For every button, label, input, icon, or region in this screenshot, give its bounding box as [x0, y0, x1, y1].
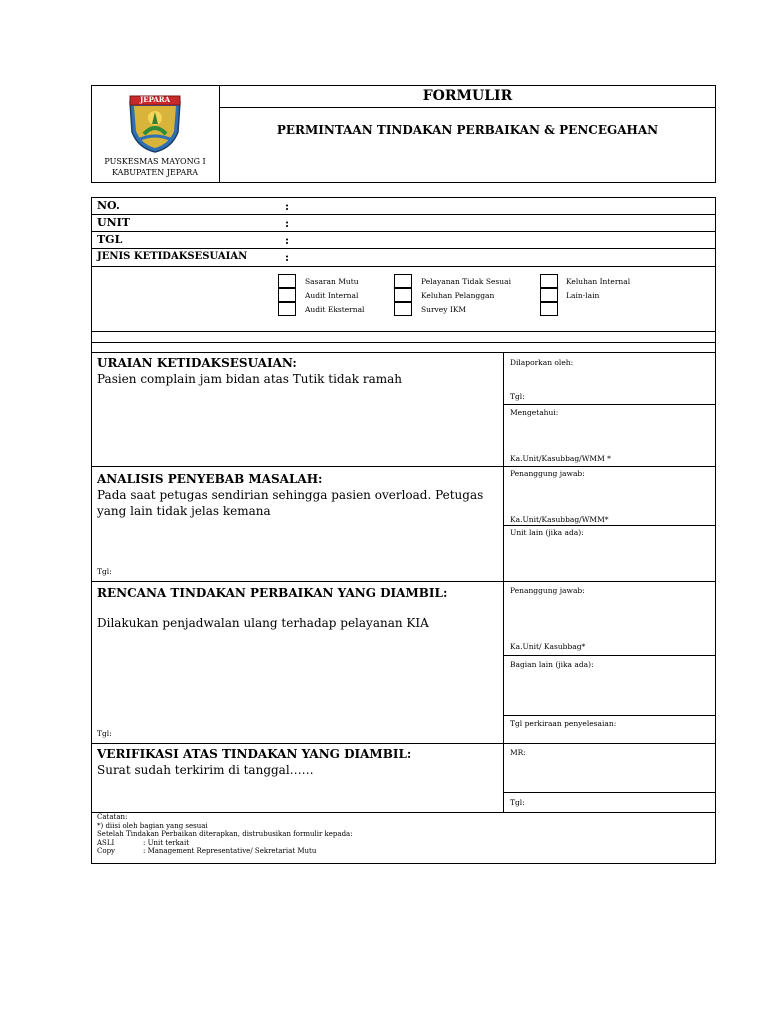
checkbox-label: Pelayanan Tidak Sesuai: [421, 277, 511, 286]
logo-banner-text: JEPARA: [139, 95, 171, 104]
dilaporkan-label: Dilaporkan oleh:: [510, 358, 574, 367]
uraian-tgl-right: Tgl:: [510, 392, 525, 401]
no-colon: :: [285, 200, 290, 213]
jenis-label: JENIS KETIDAKSESUAIAN: [97, 251, 248, 262]
verifikasi-text[interactable]: Surat sudah terkirim di tanggal……: [97, 763, 314, 777]
rencana-text[interactable]: Dilakukan penjadwalan ulang terhadap pelayanan KIA: [97, 616, 429, 630]
row-divider: [91, 331, 716, 332]
analisis-kaunit: Ka.Unit/Kasubbag/WMM*: [510, 515, 609, 524]
checkbox-survey-ikm[interactable]: [394, 302, 412, 316]
checkbox-label: Keluhan Internal: [566, 277, 631, 286]
checkbox-label: Lain-lain: [566, 291, 600, 300]
org-line-1: PUSKESMAS MAYONG I: [104, 157, 206, 166]
checkbox-sasaran-mutu[interactable]: [278, 274, 296, 288]
notes: [97, 813, 697, 856]
checkbox-label: Survey IKM: [421, 305, 467, 314]
rencana-penanggung: Penanggung jawab:: [510, 586, 585, 595]
header-title-divider: [219, 107, 716, 108]
form-title: FORMULIR: [422, 88, 513, 104]
tgl-field[interactable]: [295, 233, 710, 247]
mengetahui-label: Mengetahui:: [510, 408, 559, 417]
verifikasi-title: VERIFIKASI ATAS TINDAKAN YANG DIAMBIL:: [97, 747, 412, 761]
notes-line-2: *) diisi oleh bagian yang sesuai: [97, 821, 208, 830]
no-field[interactable]: [295, 199, 710, 213]
jenis-colon: :: [285, 251, 290, 264]
checkbox-label: Keluhan Pelanggan: [421, 291, 495, 300]
unit-colon: :: [285, 217, 290, 230]
uraian-title: URAIAN KETIDAKSESUAIAN:: [97, 356, 297, 370]
row-divider: [91, 248, 716, 249]
unit-label: UNIT: [97, 216, 130, 229]
copy-value: : Management Representative/ Sekretariat Mutu: [143, 847, 317, 855]
checkbox-label: Sasaran Mutu: [305, 277, 359, 286]
section-divider: [91, 352, 716, 353]
row-divider: [503, 655, 716, 656]
notes-line-1: Catatan:: [97, 813, 128, 821]
checkbox-keluhan-pelanggan[interactable]: [394, 288, 412, 302]
copy-label: Copy: [97, 847, 116, 855]
org-line-2: KABUPATEN JEPARA: [111, 168, 199, 177]
uraian-text[interactable]: Pasien complain jam bidan atas Tutik tidak ramah: [97, 372, 402, 386]
notes-asli: [97, 839, 697, 848]
rencana-kaunit: Ka.Unit/ Kasubbag*: [510, 642, 586, 651]
analisis-title: ANALISIS PENYEBAB MASALAH:: [97, 472, 323, 486]
section-divider: [91, 743, 716, 744]
notes-copy: [97, 847, 697, 856]
uraian-kaunit: Ka.Unit/Kasubbag/WMM *: [510, 454, 611, 463]
row-divider: [503, 404, 716, 405]
row-divider: [91, 231, 716, 232]
rencana-title: RENCANA TINDAKAN PERBAIKAN YANG DIAMBIL:: [97, 586, 448, 600]
no-label: NO.: [97, 199, 120, 212]
section-divider: [91, 581, 716, 582]
form-subtitle: PERMINTAAN TINDAKAN PERBAIKAN & PENCEGAHAN: [276, 123, 659, 137]
mr-label: MR:: [510, 748, 526, 757]
row-divider: [503, 715, 716, 716]
rencana-tgl: Tgl:: [97, 729, 112, 738]
row-divider: [91, 266, 716, 267]
notes-line-3: Setelah Tindakan Perbaikan diterapkan, distrubusikan formulir kepada:: [97, 830, 353, 838]
org-name: [95, 156, 215, 178]
checkbox-keluhan-internal[interactable]: [540, 274, 558, 288]
analisis-text[interactable]: Pada saat petugas sendirian sehingga pasien overload. Petugas yang lain tidak jelas kemana: [97, 488, 484, 518]
unit-lain-label: Unit lain (jika ada):: [510, 528, 584, 537]
section-divider: [91, 466, 716, 467]
asli-value: : Unit terkait: [143, 838, 190, 847]
unit-field[interactable]: [295, 216, 710, 230]
tgl-colon: :: [285, 234, 290, 247]
checkbox-audit-eksternal[interactable]: [278, 302, 296, 316]
checkbox-lain-lain[interactable]: [540, 288, 558, 302]
analisis-tgl: Tgl:: [97, 567, 112, 576]
row-divider: [91, 214, 716, 215]
checkbox-extra[interactable]: [540, 302, 558, 316]
checkbox-pelayanan-tidak-sesuai[interactable]: [394, 274, 412, 288]
checkbox-label: Audit Eksternal: [305, 305, 365, 314]
bagian-lain-label: Bagian lain (jika ada):: [510, 660, 594, 669]
row-divider: [503, 525, 716, 526]
row-divider: [91, 342, 716, 343]
asli-label: ASLI: [97, 838, 115, 847]
checkbox-audit-internal[interactable]: [278, 288, 296, 302]
tgl-perkiraan-label: Tgl perkiraan penyelesaian:: [510, 719, 617, 728]
checkbox-label: Audit Internal: [305, 291, 359, 300]
analisis-penanggung: Penanggung jawab:: [510, 469, 585, 478]
tgl-label: TGL: [97, 233, 123, 246]
verifikasi-tgl: Tgl:: [510, 798, 525, 807]
row-divider: [503, 792, 716, 793]
